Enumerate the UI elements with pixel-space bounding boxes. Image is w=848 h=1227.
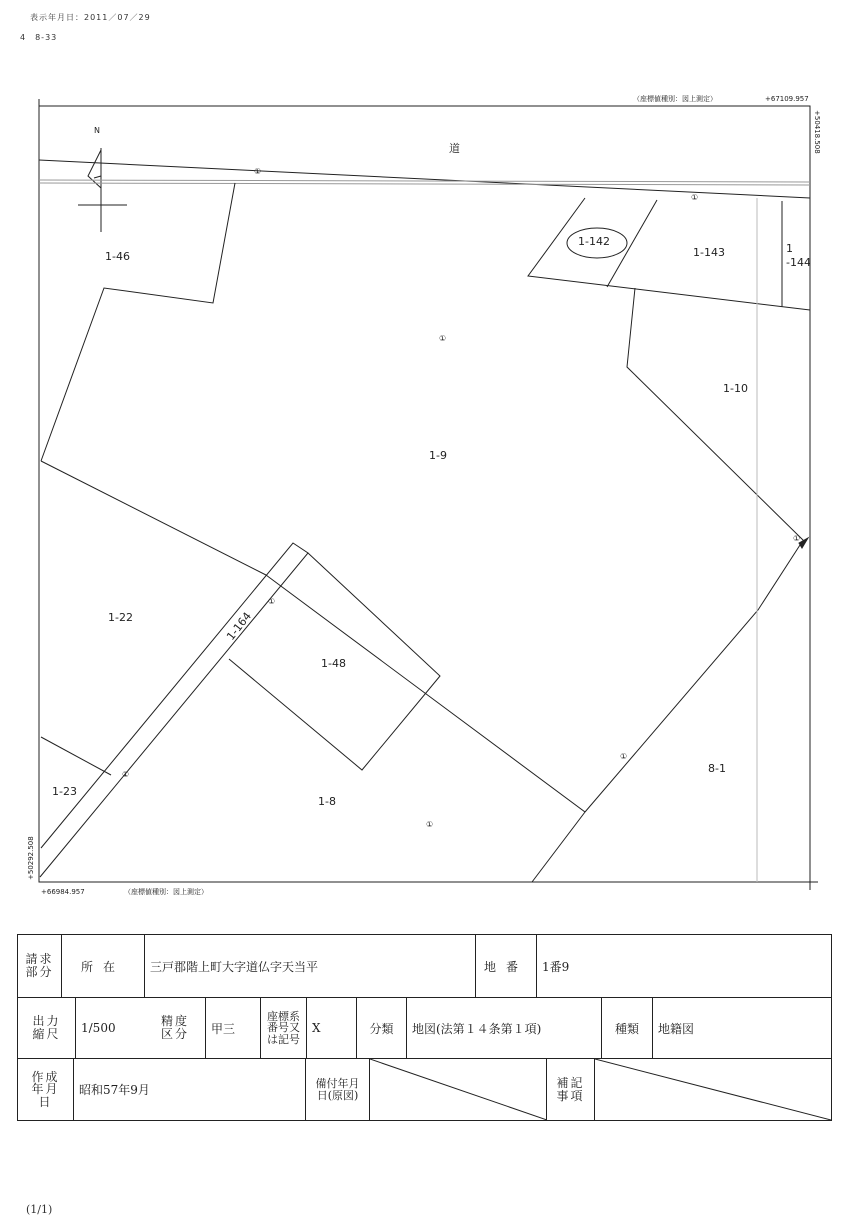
benchmark-mark: ① [793, 534, 801, 543]
location-label: 所在 [62, 935, 145, 997]
parcel-label: -144 [786, 256, 811, 269]
coord-bottom-left-x: +66984.957 [41, 888, 85, 896]
road-center-line [39, 180, 810, 182]
benchmark-mark: ① [439, 334, 447, 343]
sheet-ref: 4 8-33 [20, 33, 58, 42]
benchmark-mark: ① [268, 597, 276, 606]
page-indicator: (1/1) [26, 1203, 53, 1216]
parcel-label: 1-23 [52, 785, 77, 798]
benchmark-mark: ① [691, 193, 699, 202]
type-value: 地籍図 [658, 1021, 695, 1036]
type-label: 種類 [602, 998, 653, 1058]
scale-value: 1/500 [81, 1021, 116, 1035]
coord-system-value: X [307, 998, 357, 1058]
precision-value: 甲三 [206, 998, 261, 1058]
parcel-boundaries [40, 183, 810, 882]
scale-label: 出力縮尺 [32, 1014, 61, 1041]
coord-top-right-x: +67109.957 [765, 95, 809, 103]
parcel-label: 1-22 [108, 611, 133, 624]
created-value: 昭和57年9月 [74, 1059, 306, 1120]
coord-type-top: （座標値種別：図上測定） [633, 95, 717, 103]
class-value: 地図(法第１４条第１項) [407, 998, 602, 1058]
road-label: 道 [449, 142, 460, 155]
parcel-label: 1-48 [321, 657, 346, 670]
north-arrow-icon [78, 148, 127, 232]
parcel-label: 1-164 [224, 609, 255, 643]
remarks-label: 補記事項 [556, 1075, 585, 1103]
road-center-line [39, 183, 810, 185]
parcel-label: 1-142 [578, 235, 610, 248]
info-table [17, 934, 832, 1121]
parcel-label: 8-1 [708, 762, 726, 775]
attached-label: 備付年月日(原図) [315, 1076, 360, 1102]
lot-label: 地番 [476, 935, 537, 997]
benchmark-mark: ① [620, 752, 628, 761]
lot-value: 1番9 [542, 959, 570, 974]
north-label: N [94, 126, 100, 135]
info-row-scale [18, 998, 831, 1059]
parcel-label: 1-10 [723, 382, 748, 395]
coord-bottom-left-y: +50292.508 [27, 836, 35, 880]
remarks-value-empty [595, 1059, 831, 1120]
claim-label: 請求部分 [25, 952, 54, 979]
benchmark-mark: ① [254, 167, 262, 176]
attached-value-empty [370, 1059, 547, 1120]
parcel-label: 1 [786, 242, 793, 255]
coord-top-right-y: +50418.508 [813, 110, 821, 154]
parcel-label: 1-143 [693, 246, 725, 259]
parcel-label: 1-9 [429, 449, 447, 462]
benchmark-mark: ① [122, 770, 130, 779]
display-date: 表示年月日：2011／07／29 [30, 13, 151, 22]
info-row-location [18, 935, 831, 998]
coord-type-bottom: （座標値種別：図上測定） [124, 888, 208, 896]
class-label: 分類 [357, 998, 407, 1058]
precision-label: 精度区分 [160, 1014, 189, 1041]
location-value: 三戸郡階上町大字道仏字天当平 [145, 935, 476, 997]
coord-system-label: 座標系番号又は記号 [267, 1009, 300, 1046]
parcel-label: 1-46 [105, 250, 130, 263]
map-frame [39, 106, 810, 882]
created-label: 作成年月日 [31, 1069, 60, 1109]
benchmark-mark: ① [426, 820, 434, 829]
parcel-label: 1-8 [318, 795, 336, 808]
info-row-dates [18, 1059, 831, 1120]
